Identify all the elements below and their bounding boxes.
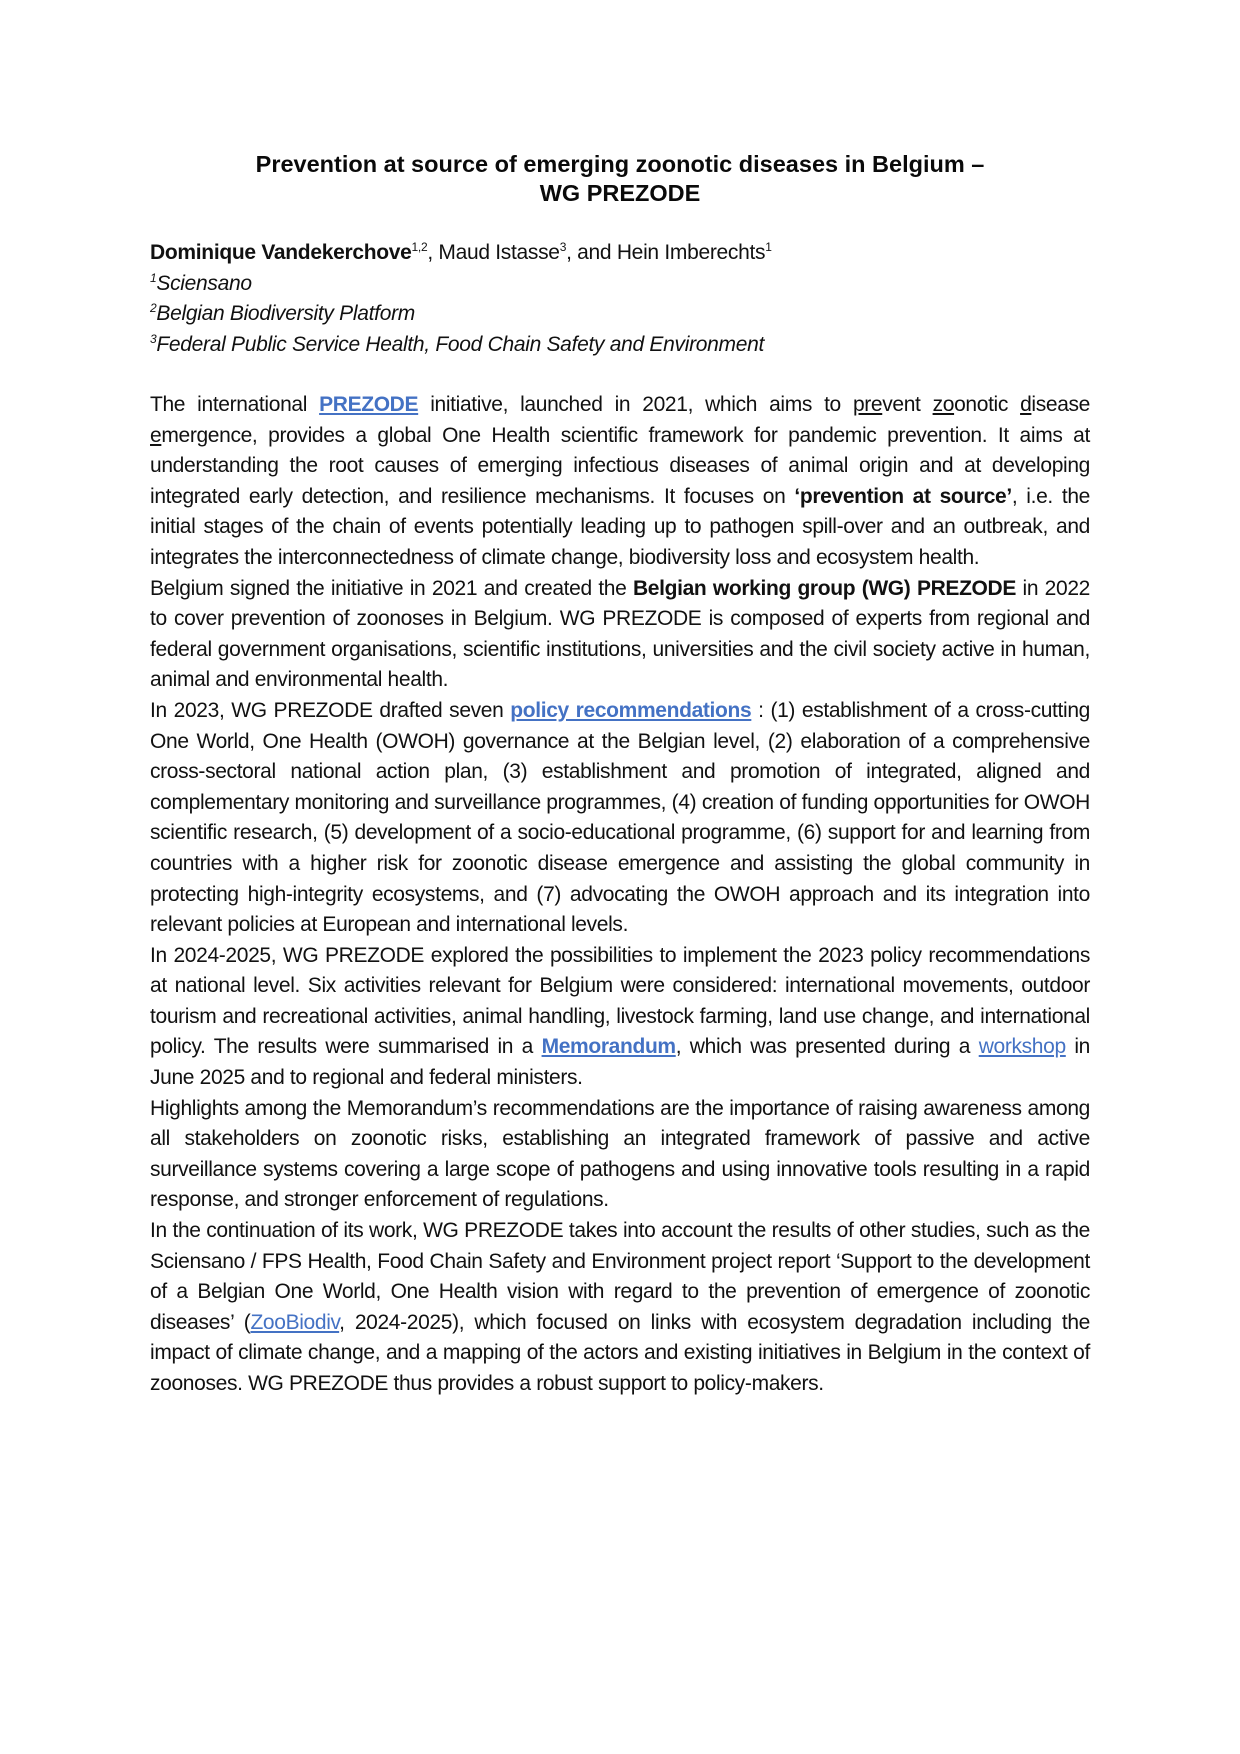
text: in 2022 to cover prevention of zoonoses in Belgium. WG PREZODE is composed of experts from regional and federal government organisations, scientific institutions, universities and the civil society active in human, animal and environmental health.	[150, 576, 1090, 692]
author-name-1: Dominique Vandekerchove	[150, 241, 412, 264]
memorandum-link[interactable]: Memorandum	[541, 1035, 676, 1059]
policy-recommendations-link[interactable]: policy recommendations	[510, 698, 752, 722]
text: In 2024-2025, WG PREZODE explored the possibilities to implement the 2023 policy recommendations at national level. Six activities relevant for Belgium were considered: international movements, outdoor tourism and recreational activities, animal handling, livestock farming, land use change, and international policy. The results were summarised in a	[150, 943, 1090, 1059]
text: mergence, provides a global One Health scientific framework for pandemic prevention. It aims at understanding the root causes of emerging infectious diseases of animal origin and at developing integrated early detection, and resilience mechanisms. It focuses on	[150, 423, 1090, 508]
affiliation-2	[150, 299, 1090, 330]
acronym-underline: pre	[852, 393, 883, 416]
text: vent	[882, 393, 933, 416]
text: In the continuation of its work, WG PREZODE takes into account the results of other studies, such as the Sciensano / FPS Health, Food Chain Safety and Environment project report ‘Support to the development of a Belgian One World, One Health vision with regard to the prevention of emergence of zoonotic diseases’ (	[150, 1219, 1090, 1334]
paragraph-policy-recommendations	[150, 696, 1090, 941]
author-1-affiliation: 1,2	[411, 240, 428, 254]
paragraph-implementation	[150, 941, 1090, 1094]
zoobiodiv-link[interactable]: ZooBiodiv	[250, 1310, 340, 1334]
text: Highlights among the Memorandum’s recommendations are the importance of raising awareness among all stakeholders on zoonotic risks, establishing an integrated framework of passive and active surveillance systems covering a large scope of pathogens and using innovative tools resulting in a rapid response, and stronger enforcement of regulations.	[150, 1096, 1090, 1212]
paragraph-continuation	[150, 1216, 1090, 1400]
emphasis-prevention-at-source: ‘prevention at source’	[794, 484, 1012, 508]
author-name-2: , Maud Istasse	[427, 241, 560, 264]
paragraph-prezode-intro	[150, 390, 1090, 574]
text: isease	[1031, 393, 1091, 416]
document-body	[150, 390, 1090, 1400]
acronym-underline: d	[1020, 393, 1032, 416]
affiliation-number: 1	[150, 270, 157, 285]
affiliation-name: Sciensano	[156, 271, 252, 295]
paragraph-highlights	[150, 1094, 1090, 1216]
acronym-underline: zo	[932, 393, 955, 416]
author-block	[150, 238, 1090, 360]
affiliation-name: Federal Public Service Health, Food Chain Safety and Environment	[156, 332, 765, 356]
text: , which was presented during a	[675, 1035, 979, 1059]
author-3-affiliation: 1	[765, 240, 772, 254]
text: in June 2025 and to regional and federal ministers.	[150, 1035, 1090, 1090]
affiliation-3	[150, 330, 1090, 361]
text: , 2024-2025), which focused on links with ecosystem degradation including the impact of climate change, and a mapping of the actors and existing initiatives in Belgium in the context of zoonoses. WG PREZODE thus provides a robust support to policy-makers.	[150, 1310, 1090, 1395]
text: initiative, launched in 2021, which aims to	[418, 393, 853, 416]
acronym-underline: e	[150, 423, 162, 447]
paragraph-belgian-wg	[150, 574, 1090, 696]
affiliation-number: 2	[150, 301, 157, 315]
emphasis-belgian-wg: Belgian working group (WG) PREZODE	[632, 576, 1017, 600]
text: onotic	[954, 393, 1021, 416]
document-page	[150, 150, 1090, 1400]
title-line-2: WG PREZODE	[539, 180, 701, 206]
affiliation-name: Belgian Biodiversity Platform	[156, 302, 415, 325]
text: Belgium signed the initiative in 2021 and created the	[150, 576, 633, 600]
author-2-affiliation: 3	[559, 240, 567, 254]
affiliation-number: 3	[150, 331, 157, 346]
affiliation-1	[150, 269, 1090, 300]
author-list	[150, 238, 1090, 269]
workshop-link[interactable]: workshop	[978, 1035, 1066, 1059]
text: , i.e. the initial stages of the chain of events potentially leading up to pathogen spill-over and an outbreak, and integrates the interconnectedness of climate change, biodiversity loss and ecosystem health.	[150, 484, 1090, 569]
prezode-link[interactable]: PREZODE	[319, 393, 419, 416]
title-line-1: Prevention at source of emerging zoonotic diseases in Belgium –	[255, 151, 985, 177]
text: : (1) establishment of a cross-cutting One World, One Health (OWOH) governance at the Belgian level, (2) elaboration of a comprehensive cross-sectoral national action plan, (3) establishment and promotion of integrated, aligned and complementary monitoring and surveillance programmes, (4) creation of funding opportunities for OWOH scientific research, (5) development of a socio-educational programme, (6) support for and learning from countries with a higher risk for zoonotic disease emergence and assisting the global community in protecting high-integrity ecosystems, and (7) advocating the OWOH approach and its integration into relevant policies at European and international levels.	[150, 698, 1091, 937]
text: The international	[150, 393, 320, 416]
text: In 2023, WG PREZODE drafted seven	[150, 698, 511, 722]
document-title	[150, 150, 1090, 208]
author-name-3: , and Hein Imberechts	[566, 241, 766, 264]
